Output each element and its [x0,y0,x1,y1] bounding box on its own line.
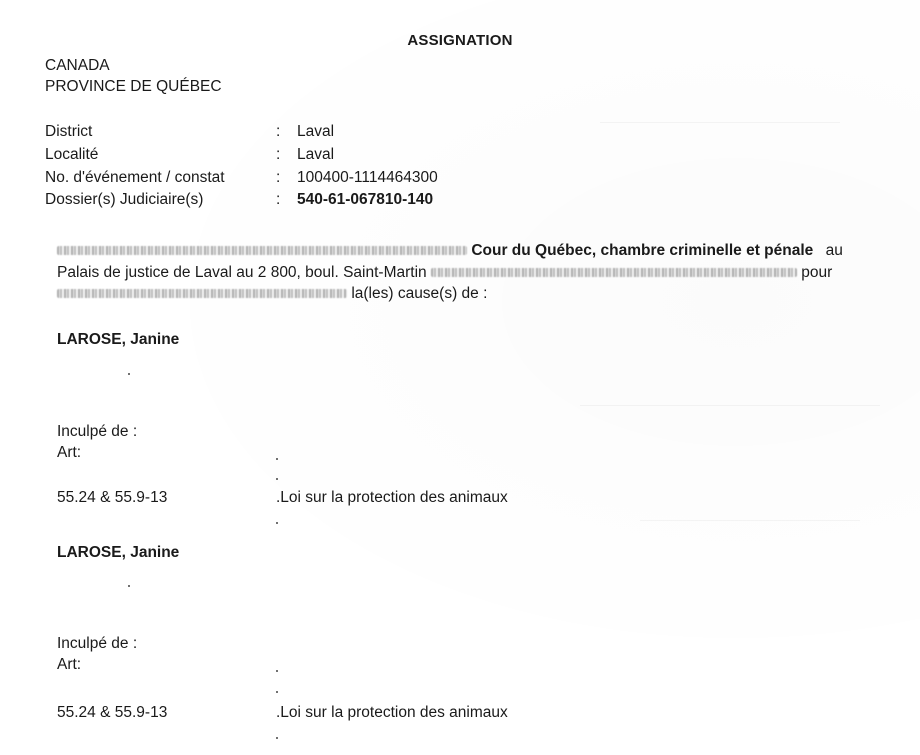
art-label: Art: [57,444,82,461]
law-name: .Loi sur la protection des animaux [276,489,508,506]
accused-name: LAROSE, Janine [57,331,180,348]
field-label-localite: Localité [45,146,99,163]
redacted-text [431,268,797,277]
summons-line-1 [57,240,883,262]
field-value-district: Laval [297,123,335,140]
field-value-event-number: 100400-1114464300 [297,169,438,186]
scan-artifact [640,520,860,521]
field-value-localite: Laval [297,146,335,163]
court-name: Cour du Québec, chambre criminelle et pénale [471,242,814,259]
scan-artifact [600,122,840,123]
scan-dot [276,670,278,672]
article-number: 55.24 & 55.9-13 [57,489,168,506]
field-label-district: District [45,123,93,140]
field-label-court-file: Dossier(s) Judiciaire(s) [45,191,204,208]
field-colon: : [276,169,281,186]
summons-line-3 [57,283,883,305]
country: CANADA [45,57,110,74]
charged-label: Inculpé de : [57,635,138,652]
document-title: ASSIGNATION [407,32,513,49]
redacted-text [57,246,467,255]
law-name: .Loi sur la protection des animaux [276,704,508,721]
scan-dot [276,522,278,524]
courthouse-address: Palais de justice de Laval au 2 800, boul. Saint-Martin [57,264,427,281]
field-colon: : [276,191,281,208]
scan-dot [128,585,130,587]
field-colon: : [276,123,281,140]
redacted-text [57,289,347,298]
scan-dot [276,691,278,693]
province: PROVINCE DE QUÉBEC [45,78,222,95]
field-value-court-file: 540-61-067810-140 [297,191,434,208]
scan-dot [128,373,130,375]
art-label: Art: [57,656,82,673]
summons-line1-tail: au [825,242,843,259]
article-number: 55.24 & 55.9-13 [57,704,168,721]
summons-line3-end: la(les) cause(s) de : [351,285,488,302]
summons-line-2 [57,262,883,284]
scan-dot [276,458,278,460]
charged-label: Inculpé de : [57,423,138,440]
summons-line2-end: pour [801,264,833,281]
field-label-event-number: No. d'événement / constat [45,169,225,186]
scan-dot [276,478,278,480]
scan-dot [276,737,278,739]
field-colon: : [276,146,281,163]
scan-artifact [580,405,880,406]
accused-name: LAROSE, Janine [57,544,180,561]
